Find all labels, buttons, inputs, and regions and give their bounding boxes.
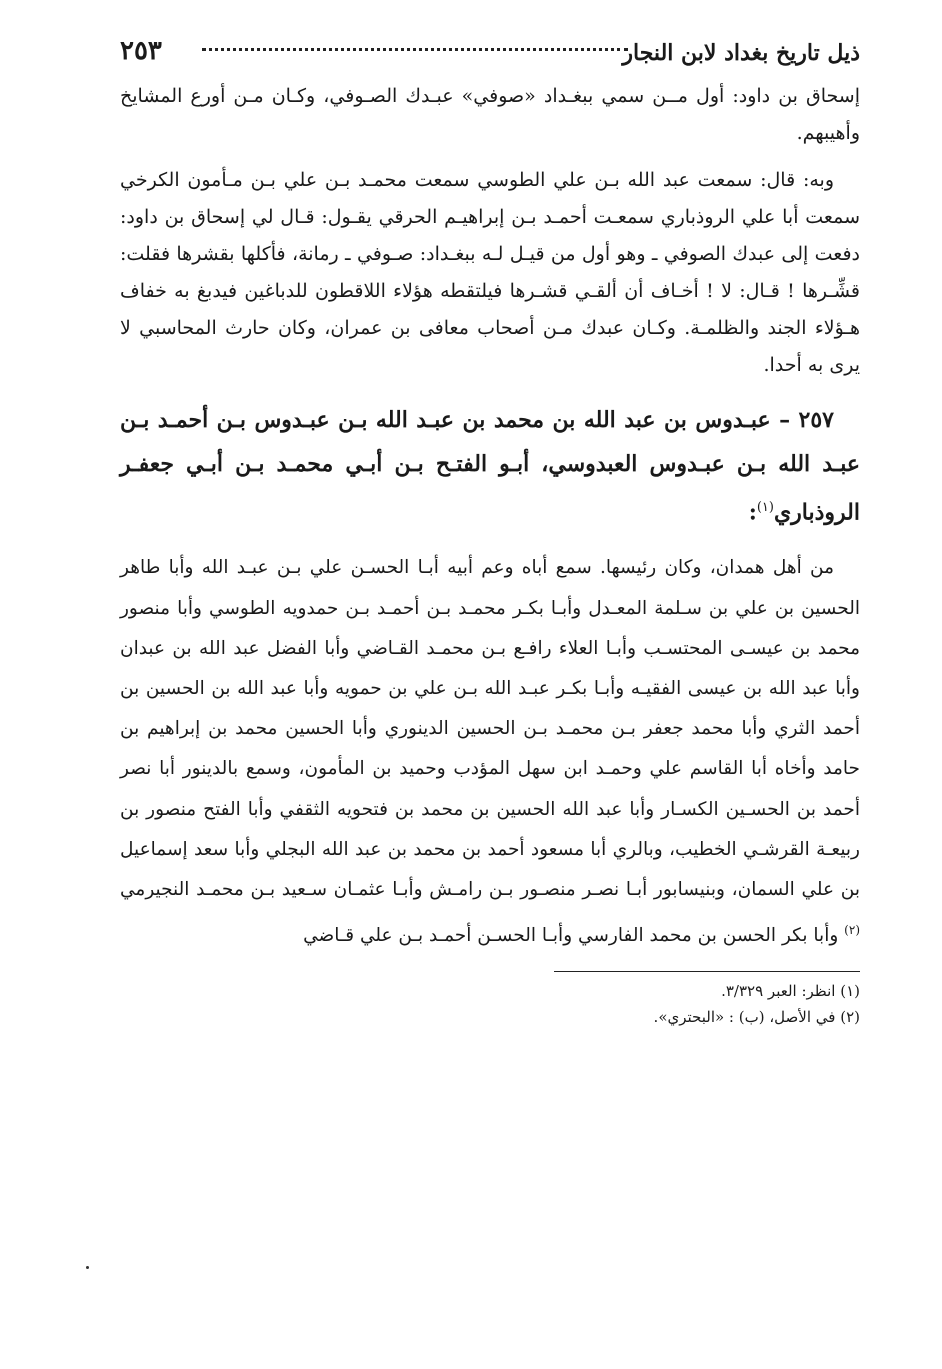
paragraph-1: إسحاق بن داود: أول مــن سمي ببغـداد «صوفي» عبـدك الصـوفي، وكـان مـن أورع المشايخ وأهيبهم. xyxy=(120,85,861,144)
paragraph-2: وبه: قال: سمعت عبد الله بـن علي الطوسي سمعت محمـد بـن علي بـن مـأمون الكرخي سمعت أبا علي الروذباري سمعـت أحمـد بـن إبراهيـم الحرقي يقـول: قـال لي إسحاق بن داود: دفعت إلى عبدك الصوفي ـ وهو أول من قيـل لـه ببغـداد: صـوفي ـ رمانة، فأكلها بقشرها فقلت: قشِّـرها ! قـال: لا ! أخـاف أن ألقـي قشـرها فيلتقطه هؤلاء اللاقطون للدباغين فيدبغ به خفاف هـؤلاء الجند والظلمـة. وكـان عبدك مـن أصحاب معافى بن عمران، وكان حارث المحاسبي لا يرى به أحدا. xyxy=(120,169,860,376)
footnote-ref-2: (٢) xyxy=(844,923,860,938)
footnote-ref-1: (١) xyxy=(756,500,774,515)
book-page xyxy=(120,36,860,1030)
entry-title: عبـدوس بن عبد الله بن محمد بن عبـد الله بـن عبـدوس بـن أحمـد بـن عبـد الله بـن عبـدوس العبدوسي، أبـو الفتـح بـن أبـي محمـد بـن أبـي جعفـر الروذباري xyxy=(120,407,860,526)
dot-leader xyxy=(202,48,628,51)
footnote-2: (٢) في الأصل، (ب) : «البحتري». xyxy=(653,1007,860,1026)
footnotes xyxy=(120,978,860,1030)
body-text-part-1: من أهل همدان، وكان رئيسها. سمع أباه وعم أبيه أبـا الحسـن علي بـن عبـد الله وأبا طاهر الحسين بن علي بن سـلمة المعـدل وأبـا بكـر محمـد بـن أحمـد بـن حمدويه الطوسي وأبا منصور محمد بن عيسـى المحتسـب وأبـا العلاء رافـع بـن محمـد القـاضي وأبا الفضل عبد الله بن عبدان وأبا عبد الله بن عيسى الفقيـه وأبـا بكـر عبـد الله بـن علي بن حمويه وأبا عبد الله بن الحسين بن أحمد الثري وأبا محمد جعفر بـن محمـد بـن الحسين الدينوري وأبا الحسين محمد بن إبراهيم بن حامد وأخاه أبا القاسم علي وحمـد ابن سهل المؤدب وحميد بن المأمون، وسمع بالدينور أبا نصر أحمد بن الحسـين الكسـار وأبا عبد الله الحسين بن محمد بن فتحويه الثقفي وأبا الفتح منصور بن ربيعـة القرشـي الخطيب، وبالري أبا مسعود أحمد بن محمد بن عبد الله البجلي وأبا سعد إسماعيل بن علي السمان، وبنيسابور أبـا نصـر منصـور بـن رامـش وأبـا عثمـان سـعيد بـن محمـد النجيرمي xyxy=(120,557,860,900)
entry-dash: – xyxy=(779,407,791,433)
footnote-1: (١) انظر: العبر ٣/٣٢٩. xyxy=(721,981,860,1000)
biography-body xyxy=(120,548,860,956)
biography-entry-heading xyxy=(120,398,860,534)
body-text-part-2: وأبا بكر الحسن بن محمد الفارسي وأبـا الحسـن أحمـد بـن علي قـاضي xyxy=(303,925,839,947)
footnote-divider xyxy=(554,971,860,972)
scan-speck xyxy=(86,1266,89,1269)
running-header xyxy=(120,36,860,78)
page-number: ٢٥٣ xyxy=(120,36,162,66)
entry-number: ٢٥٧ xyxy=(798,407,834,433)
entry-suffix: : xyxy=(748,499,757,526)
running-title: ذيل تاريخ بغداد لابن النجار xyxy=(622,40,860,66)
